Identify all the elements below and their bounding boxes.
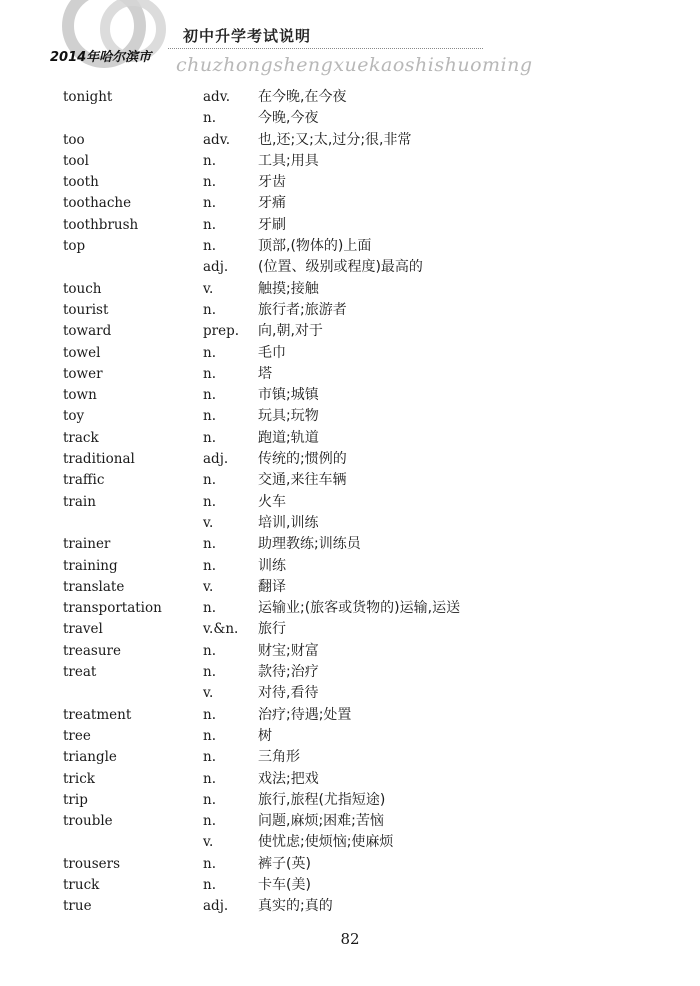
vocab-entry xyxy=(0,875,700,896)
entry-part-of-speech: n. xyxy=(203,664,216,681)
entry-part-of-speech: adv. xyxy=(203,131,231,148)
entry-meaning: 牙刷 xyxy=(258,216,286,233)
page-header xyxy=(0,0,700,90)
vocab-entry xyxy=(0,449,700,470)
entry-word: track xyxy=(63,429,99,446)
entry-part-of-speech: n. xyxy=(203,238,216,255)
entry-meaning: 助理教练;训练员 xyxy=(258,536,361,553)
entry-word: triangle xyxy=(63,749,117,766)
entry-part-of-speech: n. xyxy=(203,344,216,361)
entry-meaning: 毛巾 xyxy=(258,344,286,361)
entry-meaning: 交通,来往车辆 xyxy=(258,472,347,489)
vocab-entry xyxy=(0,172,700,193)
entry-word: too xyxy=(63,131,85,148)
entry-part-of-speech: n. xyxy=(203,770,216,787)
entry-word: tree xyxy=(63,727,91,744)
entry-meaning: 触摸;接触 xyxy=(258,280,319,297)
entry-meaning: 也,还;又;太,过分;很,非常 xyxy=(258,131,412,148)
entry-word: town xyxy=(63,387,97,404)
entry-word: tower xyxy=(63,365,103,382)
entry-word: touch xyxy=(63,280,102,297)
entry-meaning: 卡车(美) xyxy=(258,876,311,893)
vocab-entry xyxy=(0,406,700,427)
entry-meaning: 向,朝,对于 xyxy=(258,323,323,340)
entry-word: toward xyxy=(63,323,112,340)
entry-meaning: 问题,麻烦;困难;苦恼 xyxy=(258,813,384,830)
entry-word: truck xyxy=(63,876,100,893)
entry-part-of-speech: n. xyxy=(203,813,216,830)
entry-part-of-speech: n. xyxy=(203,876,216,893)
entry-part-of-speech: n. xyxy=(203,642,216,659)
entry-meaning: 戏法;把戏 xyxy=(258,770,319,787)
header-divider xyxy=(168,48,483,49)
entry-part-of-speech: n. xyxy=(203,557,216,574)
vocab-entry xyxy=(0,193,700,214)
vocab-entry xyxy=(0,492,700,513)
entry-part-of-speech: adj. xyxy=(203,898,229,915)
entry-word: trainer xyxy=(63,536,111,553)
entry-part-of-speech: n. xyxy=(203,727,216,744)
vocab-entry xyxy=(0,130,700,151)
vocab-entry xyxy=(0,896,700,917)
entry-word: true xyxy=(63,898,92,915)
entry-meaning: 火车 xyxy=(258,493,286,510)
entry-word: translate xyxy=(63,578,125,595)
vocab-entry xyxy=(0,705,700,726)
entry-meaning: 塔 xyxy=(258,365,272,382)
vocab-entry xyxy=(0,151,700,172)
header-year-city: 2014年哈尔滨市 xyxy=(50,50,152,65)
entry-word: top xyxy=(63,238,86,255)
vocab-entry xyxy=(0,513,700,534)
vocab-entry xyxy=(0,321,700,342)
entry-word: traffic xyxy=(63,472,105,489)
vocab-entry xyxy=(0,683,700,704)
entry-word: traditional xyxy=(63,451,135,468)
entry-meaning: 今晚,今夜 xyxy=(258,110,319,127)
entry-word: tool xyxy=(63,152,89,169)
entry-part-of-speech: v.&n. xyxy=(203,621,239,638)
entry-meaning: 真实的;真的 xyxy=(258,898,333,915)
entry-part-of-speech: n. xyxy=(203,408,216,425)
entry-meaning: 牙齿 xyxy=(258,174,286,191)
entry-meaning: 旅行者;旅游者 xyxy=(258,301,347,318)
header-title: 初中升学考试说明 xyxy=(183,27,312,45)
entry-part-of-speech: n. xyxy=(203,791,216,808)
header-pinyin: chuzhongshengxuekaoshishuoming xyxy=(176,54,533,76)
entry-part-of-speech: v. xyxy=(203,280,214,297)
entry-part-of-speech: n. xyxy=(203,536,216,553)
vocab-entry xyxy=(0,556,700,577)
entry-meaning: 顶部,(物体的)上面 xyxy=(258,238,372,255)
entry-word: train xyxy=(63,493,96,510)
entry-part-of-speech: v. xyxy=(203,834,214,851)
vocab-entry xyxy=(0,279,700,300)
vocabulary-list xyxy=(0,87,700,918)
entry-meaning: 翻译 xyxy=(258,578,286,595)
vocab-entry xyxy=(0,747,700,768)
vocab-entry xyxy=(0,769,700,790)
entry-word: tourist xyxy=(63,301,109,318)
entry-part-of-speech: prep. xyxy=(203,323,240,340)
entry-part-of-speech: n. xyxy=(203,472,216,489)
vocab-entry xyxy=(0,790,700,811)
entry-word: trousers xyxy=(63,855,120,872)
entry-meaning: 牙痛 xyxy=(258,195,286,212)
entry-word: trouble xyxy=(63,813,113,830)
vocab-entry xyxy=(0,577,700,598)
entry-meaning: 使忧虑;使烦恼;使麻烦 xyxy=(258,834,394,851)
entry-meaning: 传统的;惯例的 xyxy=(258,451,347,468)
entry-part-of-speech: v. xyxy=(203,685,214,702)
entry-part-of-speech: n. xyxy=(203,216,216,233)
vocab-entry xyxy=(0,108,700,129)
entry-word: toothbrush xyxy=(63,216,139,233)
entry-word: trick xyxy=(63,770,95,787)
entry-meaning: 财宝;财富 xyxy=(258,642,319,659)
entry-part-of-speech: n. xyxy=(203,174,216,191)
entry-meaning: 市镇;城镇 xyxy=(258,387,319,404)
entry-meaning: 运输业;(旅客或货物的)运输,运送 xyxy=(258,600,461,617)
entry-meaning: (位置、级别或程度)最高的 xyxy=(258,259,423,276)
entry-meaning: 旅行 xyxy=(258,621,286,638)
entry-word: trip xyxy=(63,791,88,808)
entry-part-of-speech: n. xyxy=(203,749,216,766)
entry-meaning: 玩具;玩物 xyxy=(258,408,319,425)
entry-part-of-speech: v. xyxy=(203,514,214,531)
entry-meaning: 工具;用具 xyxy=(258,152,319,169)
entry-meaning: 三角形 xyxy=(258,749,300,766)
vocab-entry xyxy=(0,854,700,875)
vocab-entry xyxy=(0,343,700,364)
entry-part-of-speech: n. xyxy=(203,855,216,872)
entry-word: treatment xyxy=(63,706,132,723)
entry-part-of-speech: n. xyxy=(203,365,216,382)
vocab-entry xyxy=(0,641,700,662)
entry-word: transportation xyxy=(63,600,162,617)
entry-meaning: 在今晚,在今夜 xyxy=(258,89,347,105)
vocab-entry xyxy=(0,726,700,747)
entry-word: treat xyxy=(63,664,97,681)
entry-part-of-speech: n. xyxy=(203,195,216,212)
entry-part-of-speech: n. xyxy=(203,493,216,510)
vocab-entry xyxy=(0,619,700,640)
entry-part-of-speech: adv. xyxy=(203,89,231,105)
vocab-entry xyxy=(0,385,700,406)
entry-word: towel xyxy=(63,344,101,361)
entry-word: treasure xyxy=(63,642,121,659)
entry-part-of-speech: n. xyxy=(203,600,216,617)
vocab-entry xyxy=(0,811,700,832)
entry-meaning: 旅行,旅程(尤指短途) xyxy=(258,791,386,808)
entry-meaning: 训练 xyxy=(258,557,286,574)
page-number: 82 xyxy=(340,930,360,948)
entry-word: toothache xyxy=(63,195,132,212)
entry-meaning: 裤子(英) xyxy=(258,855,311,872)
vocab-entry xyxy=(0,215,700,236)
vocab-entry xyxy=(0,470,700,491)
entry-meaning: 款待;治疗 xyxy=(258,664,319,681)
entry-word: travel xyxy=(63,621,103,638)
entry-part-of-speech: n. xyxy=(203,429,216,446)
entry-word: training xyxy=(63,557,118,574)
entry-meaning: 对待,看待 xyxy=(258,685,319,702)
vocab-entry xyxy=(0,87,700,108)
vocab-entry xyxy=(0,832,700,853)
entry-part-of-speech: n. xyxy=(203,706,216,723)
entry-part-of-speech: v. xyxy=(203,578,214,595)
vocab-entry xyxy=(0,598,700,619)
vocab-entry xyxy=(0,257,700,278)
entry-meaning: 树 xyxy=(258,727,272,744)
entry-part-of-speech: n. xyxy=(203,152,216,169)
entry-meaning: 培训,训练 xyxy=(258,514,319,531)
vocab-entry xyxy=(0,364,700,385)
entry-part-of-speech: n. xyxy=(203,110,216,127)
entry-part-of-speech: adj. xyxy=(203,259,229,276)
vocab-entry xyxy=(0,534,700,555)
entry-part-of-speech: n. xyxy=(203,387,216,404)
entry-meaning: 跑道;轨道 xyxy=(258,429,319,446)
vocab-entry xyxy=(0,428,700,449)
vocab-entry xyxy=(0,300,700,321)
vocab-entry xyxy=(0,236,700,257)
entry-part-of-speech: n. xyxy=(203,301,216,318)
entry-word: toy xyxy=(63,408,85,425)
vocab-entry xyxy=(0,662,700,683)
entry-word: tooth xyxy=(63,174,99,191)
entry-word: tonight xyxy=(63,89,113,105)
entry-meaning: 治疗;待遇;处置 xyxy=(258,706,352,723)
entry-part-of-speech: adj. xyxy=(203,451,229,468)
